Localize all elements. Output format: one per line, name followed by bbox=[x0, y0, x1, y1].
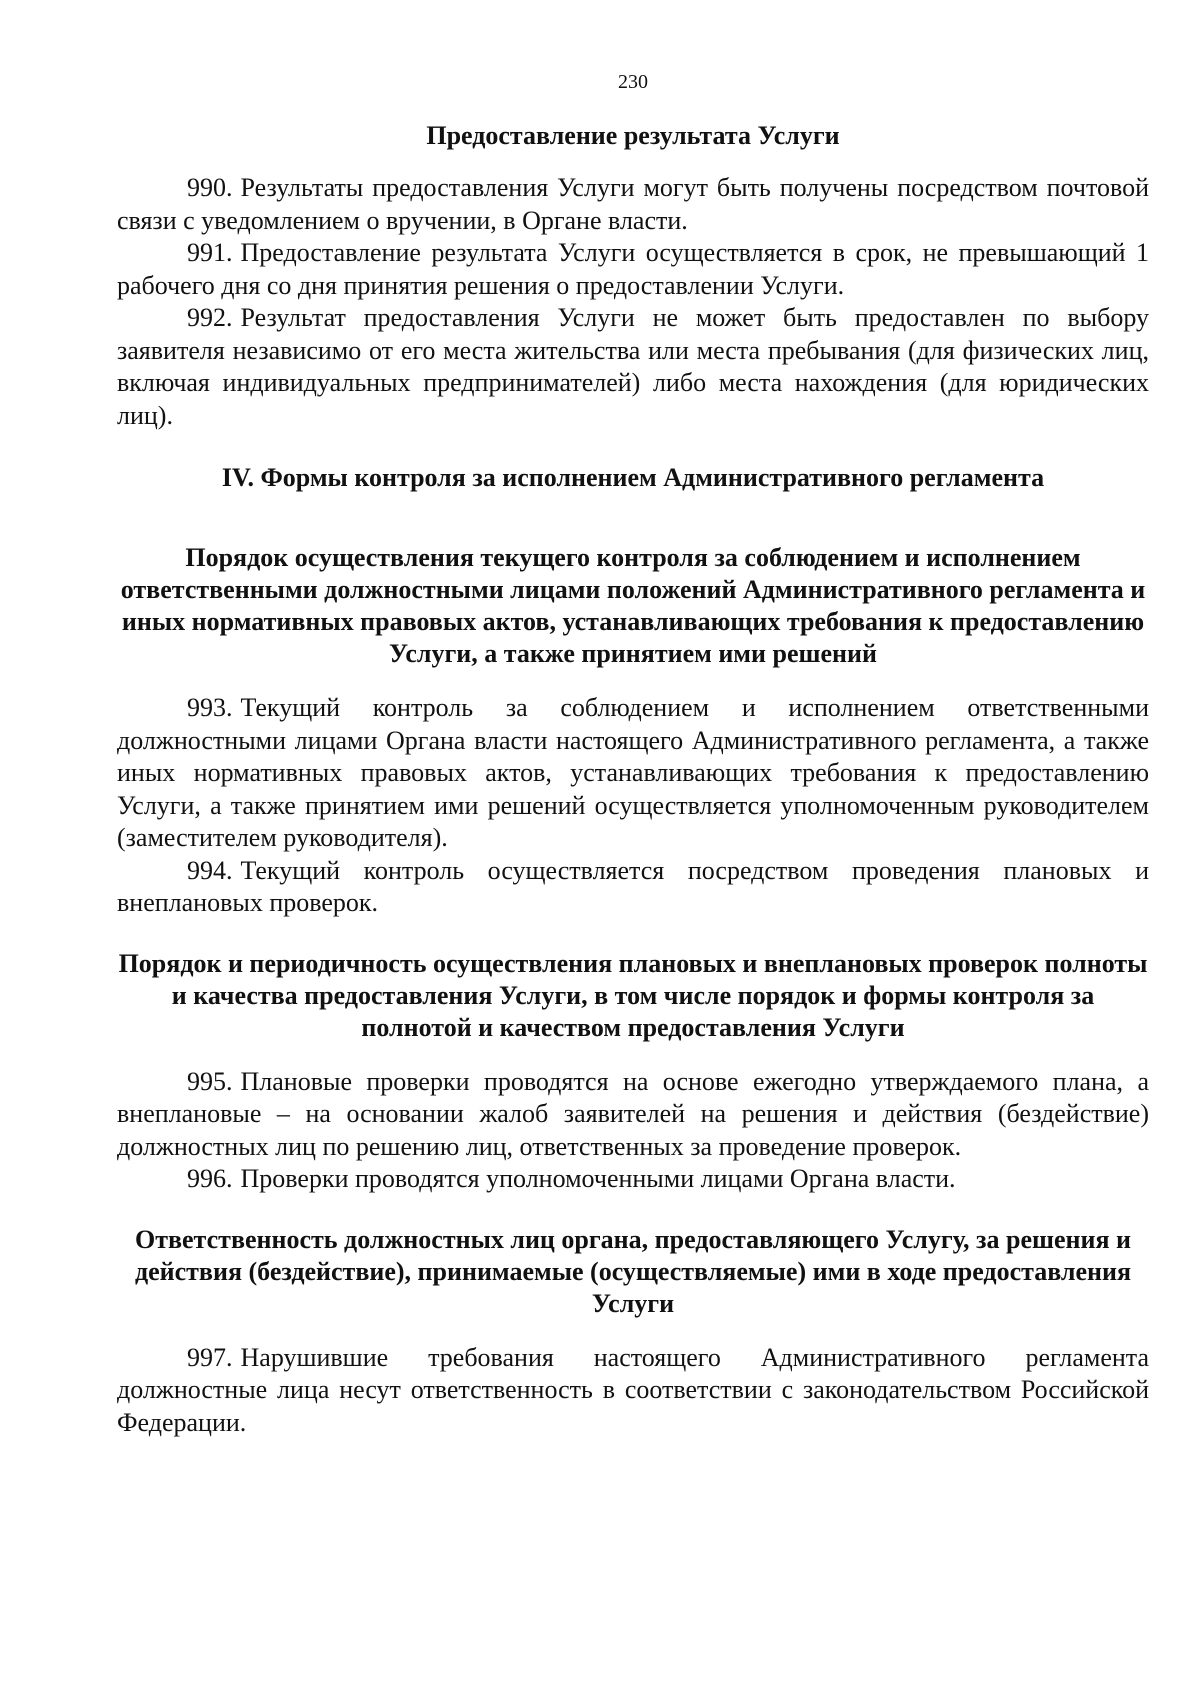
paragraph-995 bbox=[117, 1066, 1149, 1164]
paragraph-number: 993. bbox=[187, 693, 233, 722]
paragraph-number: 990. bbox=[187, 173, 233, 202]
paragraph-991 bbox=[117, 237, 1149, 302]
paragraph-text: Текущий контроль за соблюдением и исполнением ответственными должностными лицами Органа власти настоящего Административного регламента, а также иных нормативных правовых актов, устанавливающих требования к предоставлению Услуги, а также принятием ими решений осуществляется уполномоченным руководителем (заместителем руководителя). bbox=[117, 693, 1149, 852]
paragraph-993 bbox=[117, 692, 1149, 855]
paragraph-number: 994. bbox=[187, 855, 233, 885]
chapter-heading-control-forms: IV. Формы контроля за исполнением Административного регламента bbox=[221, 463, 1045, 492]
paragraph-994 bbox=[117, 855, 1149, 920]
section-heading-result-delivery: Предоставление результата Услуги bbox=[426, 121, 840, 150]
paragraph-number: 996. bbox=[187, 1164, 233, 1193]
paragraph-text: Предоставление результата Услуги осуществляется в срок, не превышающий 1 рабочего дня со дня принятия решения о предоставлении Услуги. bbox=[117, 238, 1149, 300]
paragraph-number: 995. bbox=[187, 1066, 233, 1096]
paragraph-number: 997. bbox=[187, 1342, 233, 1372]
paragraph-text: Результат предоставления Услуги не может быть предоставлен по выбору заявителя независимо от его места жительства или места пребывания (для физических лиц, включая индивидуальных предпринимателей) либо места нахождения (для юридических лиц). bbox=[117, 303, 1149, 430]
paragraph-text: Плановые проверки проводятся на основе ежегодно утверждаемого плана, а внеплановые – на основании жалоб заявителей на решения и действия (бездействие) должностных лиц по решению лиц, ответственных за проведение проверок. bbox=[117, 1066, 1149, 1161]
paragraph-text: Проверки проводятся уполномоченными лицами Органа власти. bbox=[240, 1164, 956, 1193]
document-page bbox=[117, 70, 1149, 1439]
paragraph-992 bbox=[117, 302, 1149, 432]
paragraph-text: Текущий контроль осуществляется посредством проведения плановых и внеплановых проверок. bbox=[117, 855, 1149, 917]
page-number: 230 bbox=[618, 71, 648, 93]
paragraph-text: Нарушившие требования настоящего Административного регламента должностные лица несут ответственность в соответствии с законодательством Российской Федерации. bbox=[117, 1342, 1149, 1437]
paragraph-number: 991. bbox=[187, 238, 233, 267]
section-heading-current-control: Порядок осуществления текущего контроля за соблюдением и исполнением ответственными должностными лицами положений Административного регламента и иных нормативных правовых актов, устанавливающих требования к предоставлению Услуги, а также принятием ими решений bbox=[120, 543, 1146, 668]
section-heading-responsibility: Ответственность должностных лиц органа, предоставляющего Услугу, за решения и действия (бездействие), принимаемые (осуществляемые) ими в ходе предоставления Услуги bbox=[134, 1224, 1132, 1318]
paragraph-990 bbox=[117, 172, 1149, 237]
paragraph-997 bbox=[117, 1342, 1149, 1440]
paragraph-996 bbox=[117, 1163, 1149, 1196]
section-heading-inspections: Порядок и периодичность осуществления плановых и внеплановых проверок полноты и качества предоставления Услуги, в том числе порядок и формы контроля за полнотой и качеством предоставления Услуги bbox=[118, 948, 1148, 1042]
paragraph-number: 992. bbox=[187, 303, 233, 332]
paragraph-text: Результаты предоставления Услуги могут быть получены посредством почтовой связи с уведомлением о вручении, в Органе власти. bbox=[117, 173, 1149, 235]
